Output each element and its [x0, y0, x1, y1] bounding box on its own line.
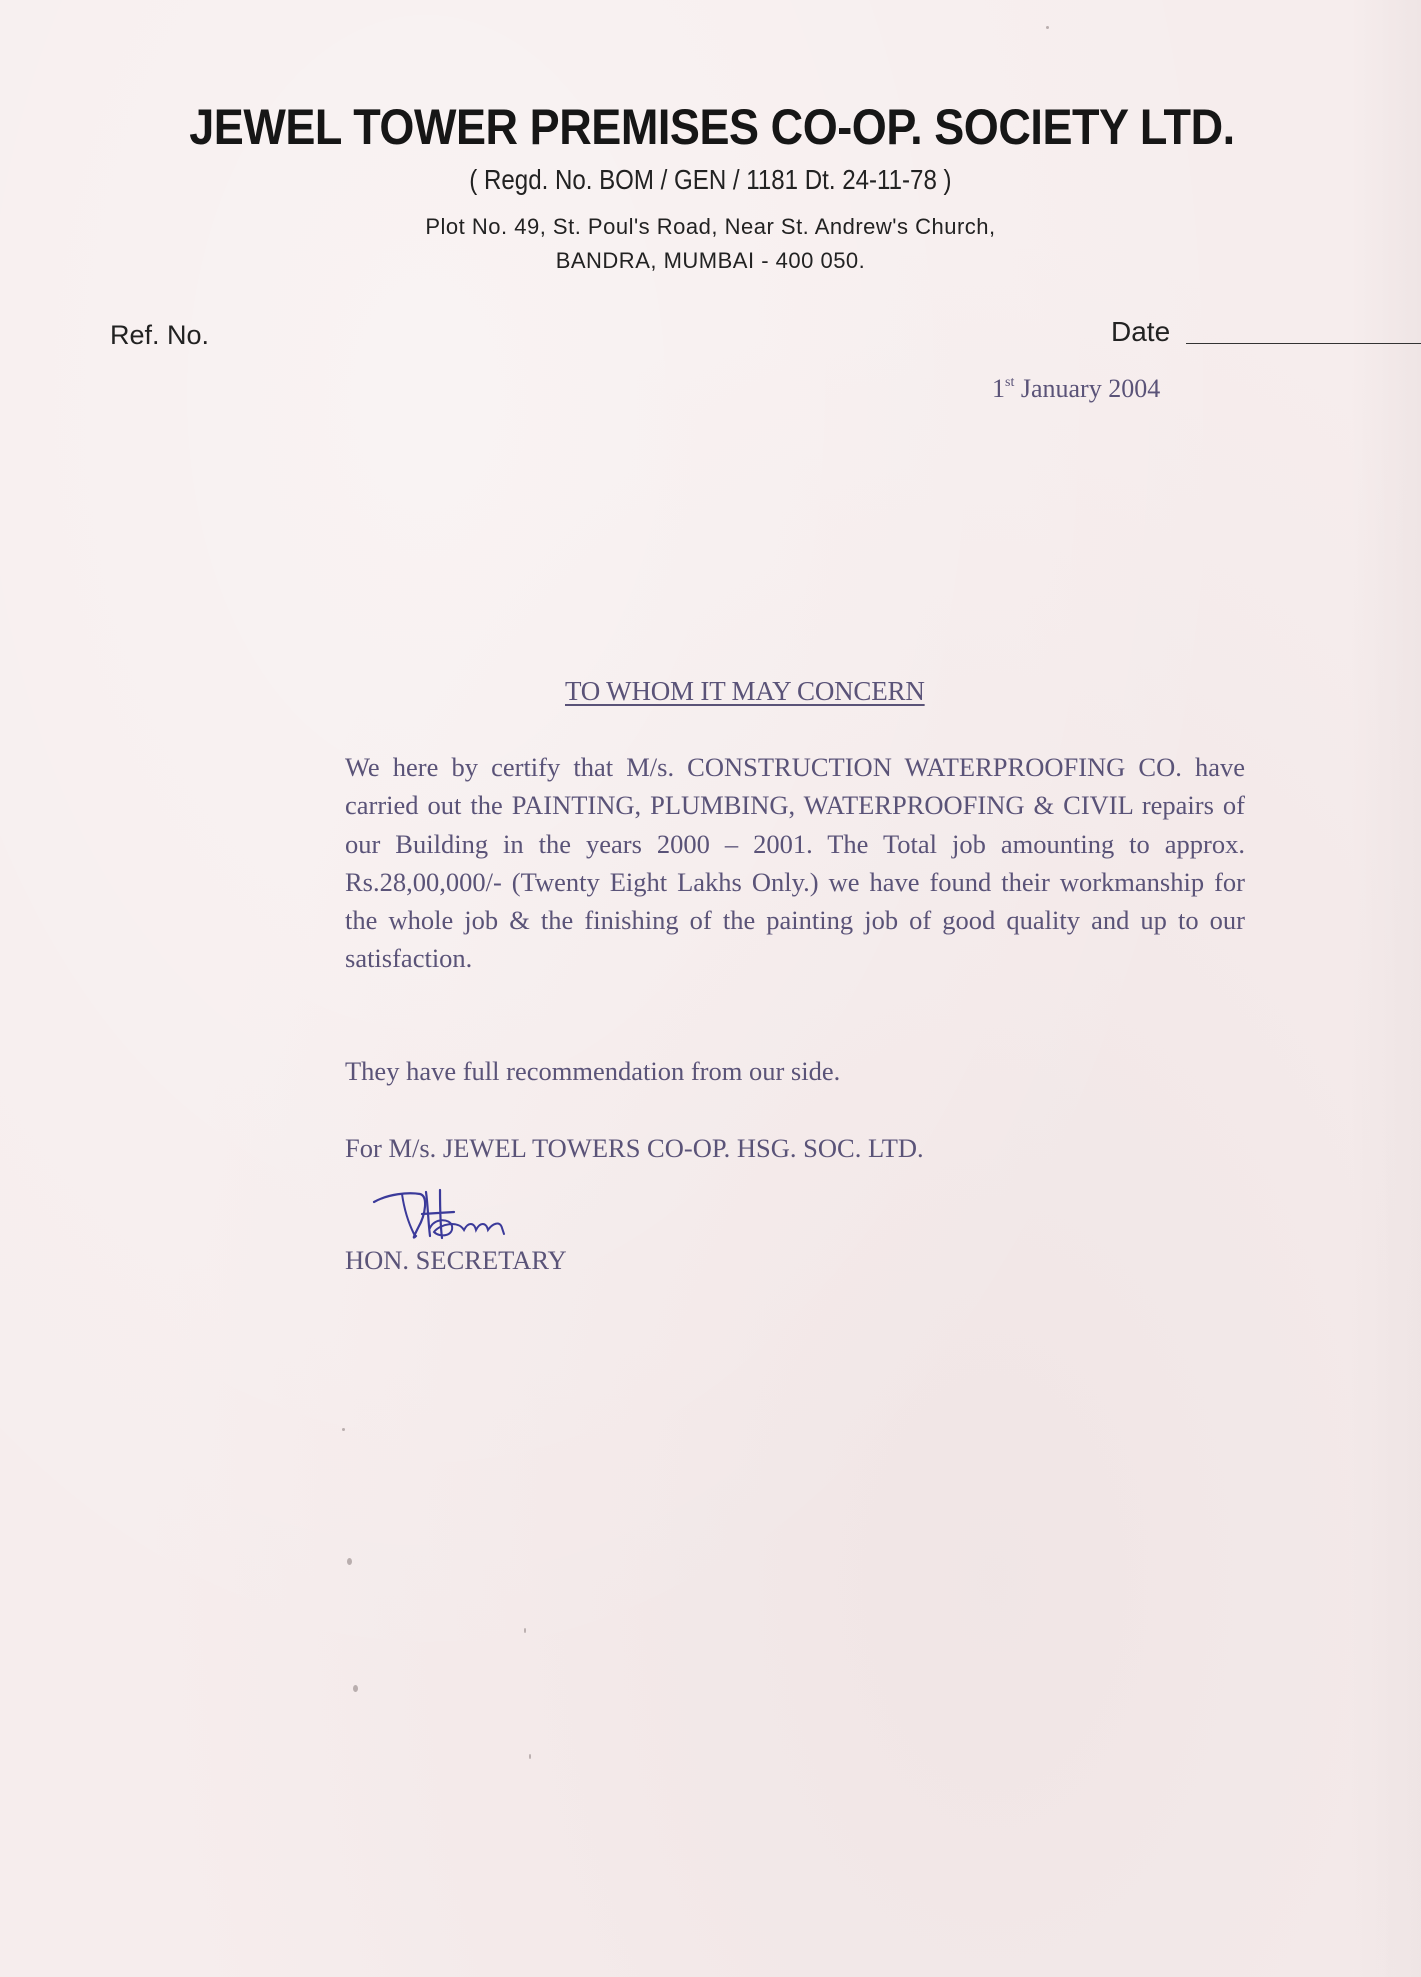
paper-speck: [353, 1685, 358, 1692]
address-line-1: Plot No. 49, St. Poul's Road, Near St. Andrew's Church,: [425, 214, 996, 239]
letter-heading: TO WHOM IT MAY CONCERN: [565, 676, 925, 706]
paper-speck: [1046, 26, 1049, 29]
organization-name: JEWEL TOWER PREMISES CO-OP. SOCIETY LTD.: [189, 99, 1235, 155]
handwritten-signature: [368, 1184, 538, 1254]
letter-body: We here by certify that M/s. CONSTRUCTION WATERPROOFING CO. have carried out the PAINTING, PLUMBING, WATERPROOFING & CIVIL repairs of our Building in the years 2000 – 2001. The Total job amounting to approx. Rs.28,00,000/- (Twenty Eight Lakhs Only.) we have found their workmanship for the whole job & the finishing of the painting job of good quality and up to our satisfaction.: [345, 752, 1245, 974]
ref-no-label: Ref. No.: [110, 320, 210, 350]
date-suffix: st: [1005, 375, 1015, 390]
address-line-2: BANDRA, MUMBAI - 400 050.: [555, 248, 866, 273]
date-label: Date: [1111, 316, 1171, 347]
date-underline: [1186, 343, 1421, 344]
paper-speck: [524, 1628, 526, 1633]
signatory-title: HON. SECRETARY: [345, 1245, 567, 1275]
date-day: 1: [992, 374, 1005, 403]
recommendation-line: They have full recommendation from our side.: [345, 1056, 841, 1086]
for-society-line: For M/s. JEWEL TOWERS CO-OP. HSG. SOC. LTD.: [345, 1133, 924, 1163]
date-month-year: January 2004: [1014, 374, 1161, 403]
paper-speck: [529, 1754, 531, 1759]
paper-speck: [347, 1558, 352, 1565]
letter-date: [992, 374, 1160, 404]
registration-number: ( Regd. No. BOM / GEN / 1181 Dt. 24-11-78 ): [469, 164, 952, 195]
paper-edge-shade: [1351, 0, 1421, 1977]
paper-speck: [342, 1428, 345, 1431]
